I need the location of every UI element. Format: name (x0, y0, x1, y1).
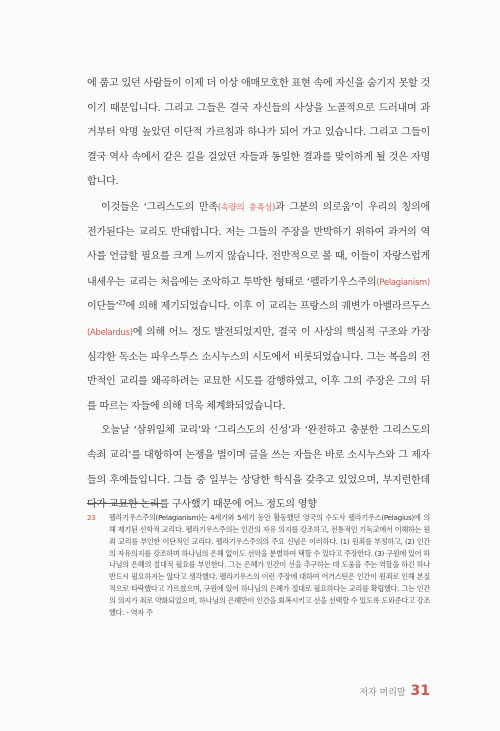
page-folio (359, 683, 430, 699)
paragraph-2-part-1: 이것들은 ‘그리스도의 만족 (101, 201, 218, 213)
paragraph-2-part-3: 이단들’ (87, 301, 119, 313)
running-title: 저자 머리말 (359, 688, 406, 698)
paragraph-2 (87, 195, 430, 419)
body-text (87, 72, 430, 518)
page-number: 31 (410, 683, 430, 699)
footnote-reference[interactable]: 23 (118, 299, 126, 307)
paragraph-2-part-5: 에 의해 어느 정도 발전되었지만, 결국 이 사상의 핵심적 구조와 가장 심각한 독소는 파우스투스 소시누스의 시도에서 비롯되었습니다. 그는 복음의 전반적인 교리를 왜곡하려는 교묘한 시도를 감행하였고, 이후 그의 주장은 그의 뒤를 따르는 자들에 의해 더욱 체계화되었습니다. (87, 326, 430, 412)
paragraph-2-part-4: 에 의해 제기되었습니다. 이후 이 교리는 프랑스의 궤변가 아벨라르두스 (125, 301, 430, 313)
footnote-number: 23 (87, 513, 96, 522)
inline-gloss: (속량의 충족성) (217, 201, 276, 212)
footnote (87, 512, 430, 619)
footnote-text: 펠라기우스주의(Pelagianism)는 4세기와 5세기 동안 활동했던 영국의 수도사 펠라기우스(Pelagius)에 의해 제기된 신학적 교리다. 펠라기우스주의는 인간의 자유 의지를 강조하고, 전통적인 기독교에서 이해하는 원죄 교리를 부인한 이단적인 교리다. 펠라기우스주의의 주요 신념은 이러하다. (1) 원죄를 부정하고, (2) 인간의 자유의지를 강조하며 하나님의 은혜 없이도 선악을 분별하여 택할 수 있다고 주장한다. (3) 구원에 있어 하나님의 은혜의 절대적 필요를 부인한다. 그는 은혜가 인간이 선을 추구하는 데 도움을 주는 역할을 하긴 하나 반드시 필요하지는 않다고 생각했다. 펠라기우스의 이런 주장에 대하여 어거스틴은 인간이 원죄로 인해 본질적으로 타락했다고 가르쳤으며, 구원에 있어 하나님의 은혜가 절대로 필요하다는 교리를 확립했다. 그는 인간의 의지가 죄로 약화되었으며, 하나님의 은혜만이 인간을 회복시키고 선을 선택할 수 있도록 도와준다고 강조했다. - 역자 주 (109, 513, 430, 617)
footnote-divider (87, 503, 162, 504)
inline-gloss-pelagianism: (Pelagianism) (376, 276, 430, 287)
inline-gloss-abelardus: (Abelardus) (87, 326, 133, 337)
paragraph-1: 에 품고 있던 사람들이 이제 더 이상 애매모호한 표현 속에 자신을 숨기지 못할 것이기 때문입니다. 그리고 그들은 결국 자신들의 사상을 노골적으로 드러내며 과거부터 악명 높았던 이단적 가르침과 하나가 되어 가고 있습니다. 그리고 그들이 결국 역사 속에서 같은 길을 걸었던 자들과 동일한 결과를 맞이하게 될 것은 자명합니다. (87, 78, 430, 188)
paragraph-3: 오늘날 ‘삼위일체 교리’와 ‘그리스도의 신성’과 ‘완전하고 충분한 그리스도의 속죄 교리’를 대항하여 논쟁을 벌이며 글을 쓰는 자들은 바로 소시누스와 그 제자들의 후예들입니다. 그들 중 일부는 상당한 학식을 갖추고 있었으며, 부지런한데다가 교묘한 논리를 구사했기 때문에 어느 정도의 영향 (87, 425, 430, 511)
paragraph-2-part-2: 과 그분의 의로움’이 우리의 칭의에 전가된다는 교리도 반대합니다. 저는 그들의 주장을 반박하기 위하여 과거의 역사를 언급할 필요를 크게 느끼지 않습니다. 전반적으로 볼 때, 이들이 자랑스럽게 내세우는 교리는 처음에는 조악하고 투박한 형태로 ‘펠라기우스주의 (87, 201, 430, 288)
